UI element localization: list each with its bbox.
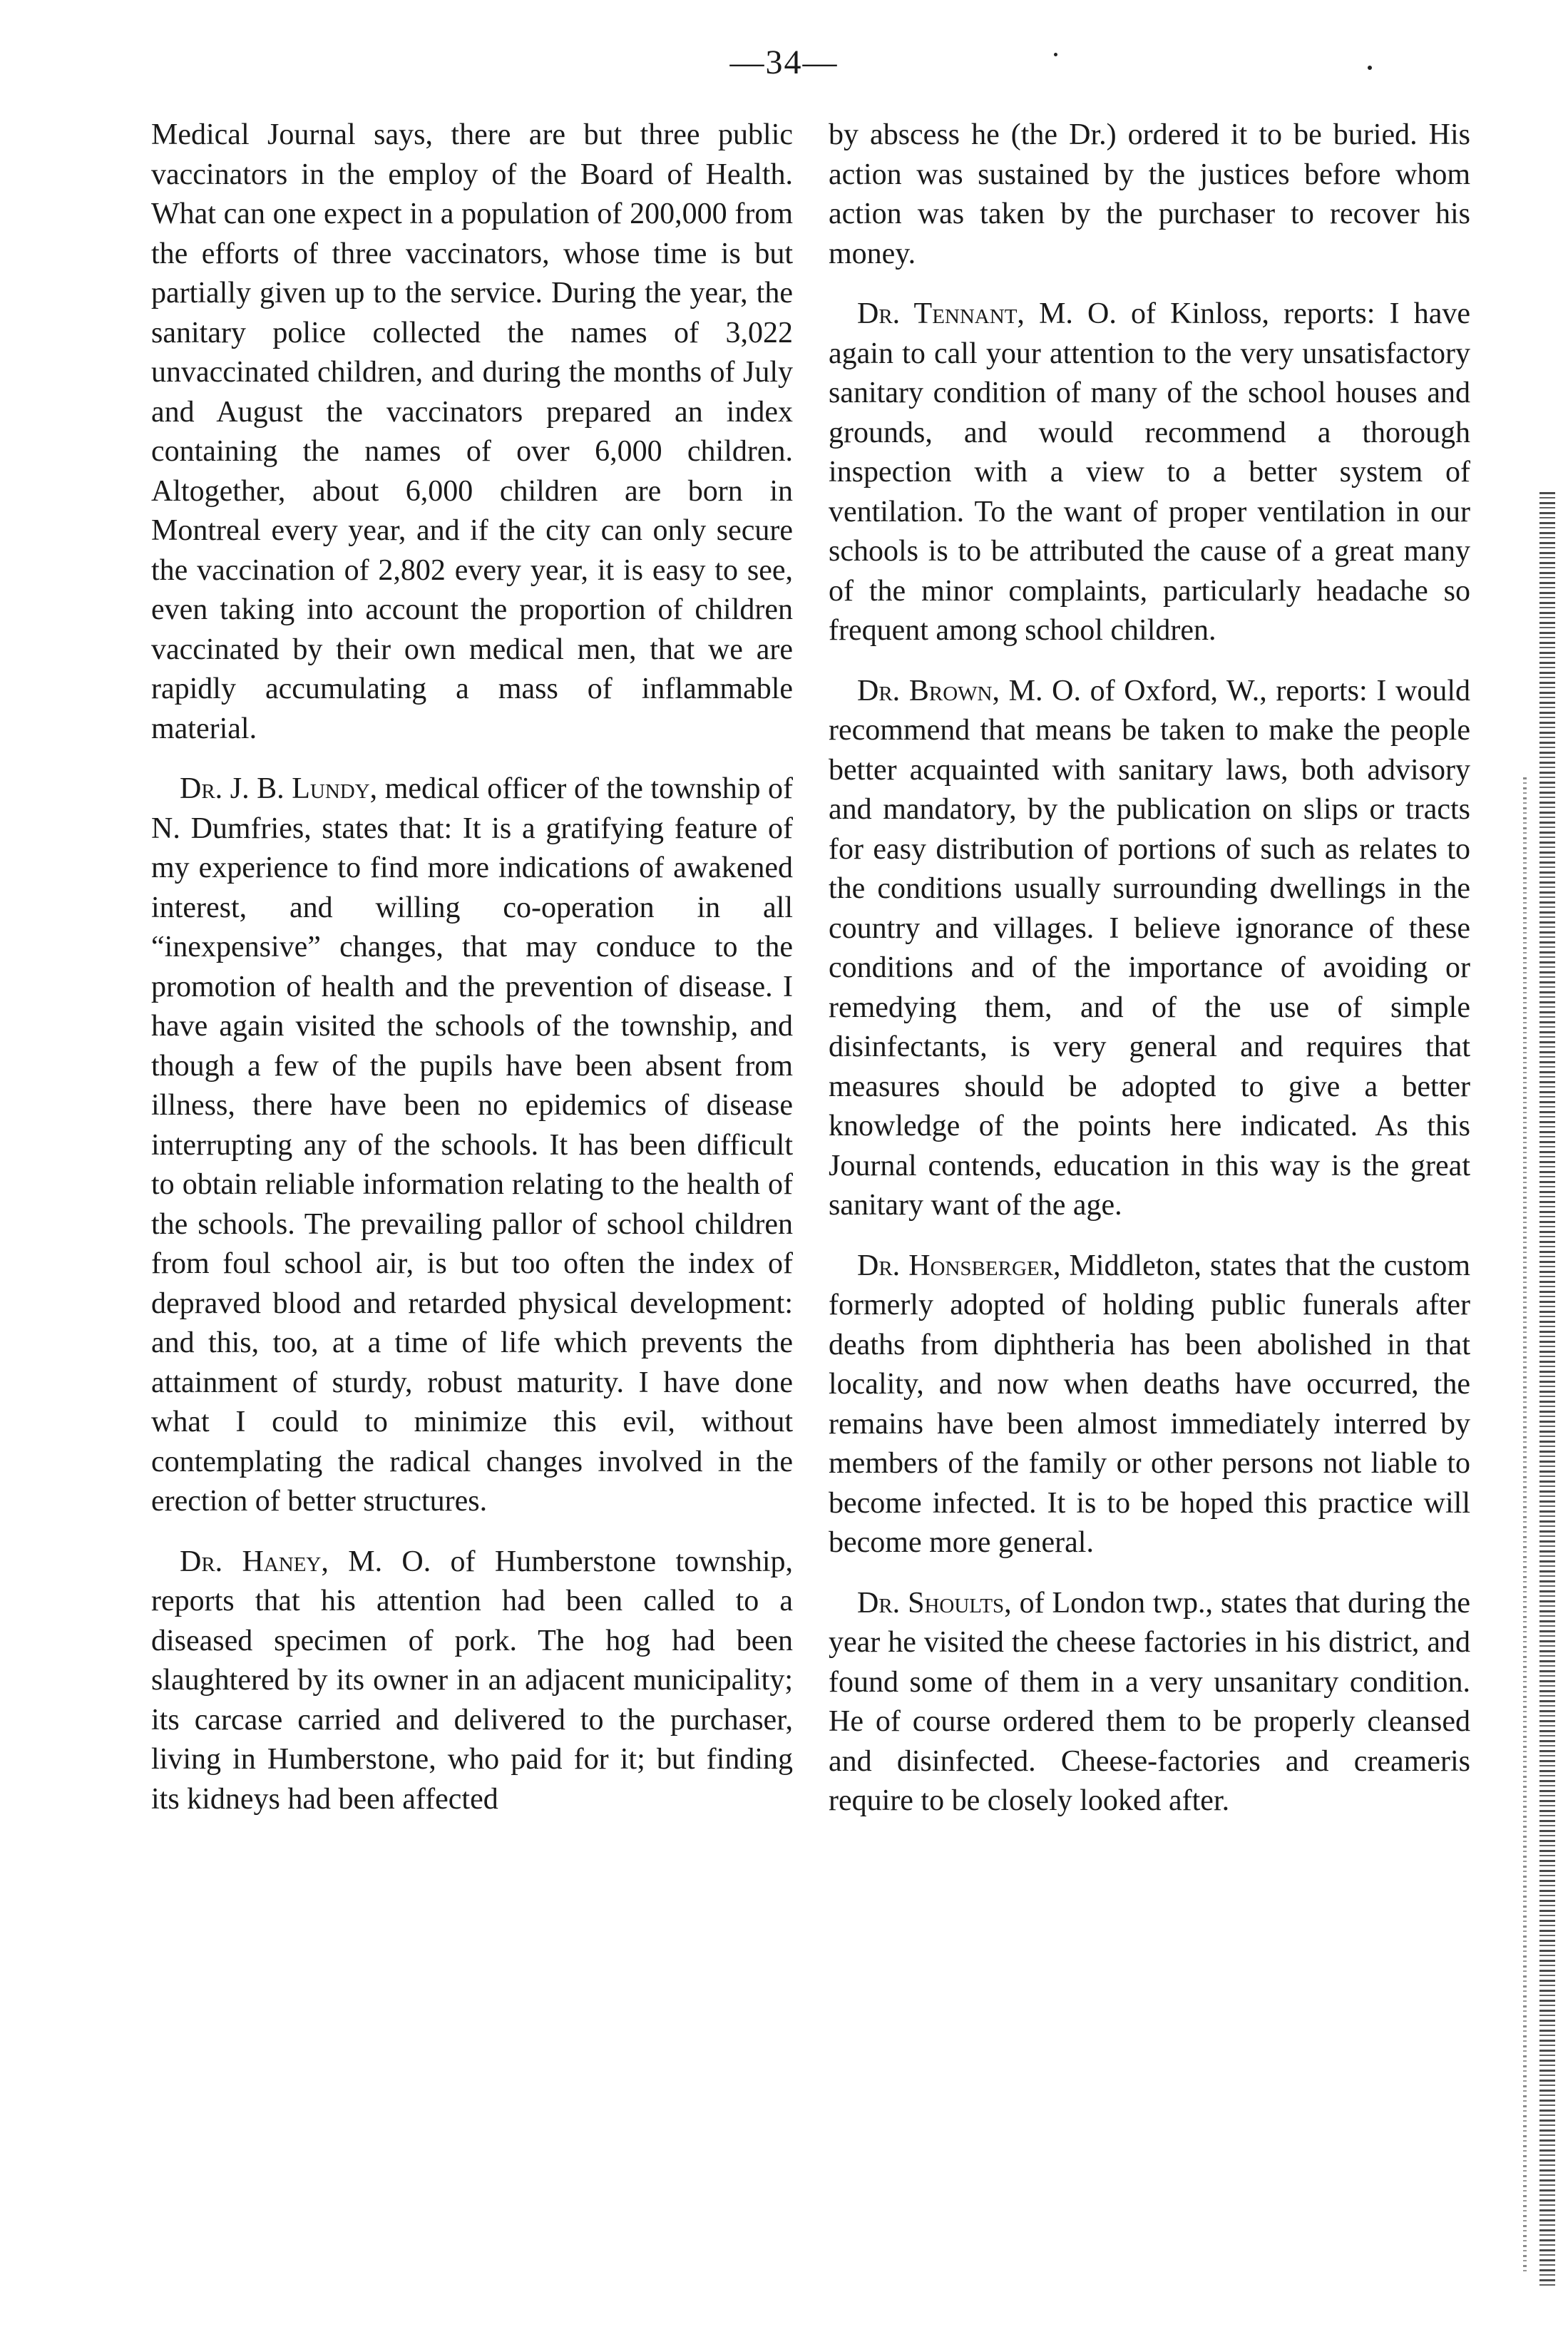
paragraph-text: M. O. of Oxford, W., reports: I would recommend that means be taken to make the people better acquainted with sanitary laws, both advisory and mandatory, by the publication on slips or tracts for easy distribution of portions of such as relates to the conditions usually surrounding dwellings in the country and villages. I believe ignorance of these conditions and of the importance of avoiding or remedying them, and of the use of simple disinfectants, is very general and requires that measures should be adopted to give a better knowledge of the points here indicated. As this Journal contends, education in this way is the great sanitary want of the age. <box>829 674 1470 1222</box>
paragraph-text: medical officer of the township of N. Dumfries, states that: It is a gratifying feature of my experience to find more indications of awakened interest, and willing co-operation in all “inexpensive” changes, that may conduce to the promotion of health and the prevention of disease. I have again visited the schools of the township, and though a few of the pupils have been absent from illness, there have been no epidemics of disease interrupting any of the schools. It has been difficult to obtain reliable information relating to the health of the schools. The prevailing pallor of school children from foul school air, is but too often the index of depraved blood and retarded physical development: and this, too, at a time of life which prevents the attainment of sturdy, robust maturity. I have done what I could to minimize this evil, without contemplating the radical changes involved in the erection of better structures. <box>151 772 793 1518</box>
paragraph-dr-shoults <box>829 1584 1470 1821</box>
paragraph-text: Middleton, states that the custom formerly adopted of holding public funerals after deaths from diphtheria has been abolished in that locality, and now when deaths have occurred, the remains have been almost immediately interred by members of the family or other persons not liable to become infected. It is to be hoped this practice will become more general. <box>829 1249 1471 1559</box>
paragraph-montreal-vaccination <box>151 116 793 749</box>
paragraph-text: M. O. of Kinloss, reports: I have again to call your attention to the very unsatisfactory sanitary condition of many of the school houses and grounds, and would recommend a thorough inspection with a view to a better system of ventilation. To the want of proper ventilation in our schools is to be attributed the cause of a great many of the minor complaints, particularly headache so frequent among school children. <box>829 297 1470 647</box>
paragraph-dr-haney <box>151 1543 793 1820</box>
scan-speck <box>1054 53 1057 56</box>
paragraph-dr-brown <box>829 672 1470 1226</box>
right-column <box>829 116 1470 1842</box>
paragraph-text: Medical Journal says, there are but three public vaccinators in the employ of the Board of Health. What can one expect in a population of 200,000 from the efforts of three vaccinators, whose time is but partially given up to the service. During the year, the sanitary police collected the names of 3,022 unvaccinated children, and during the months of July and August the vaccinators prepared an index containing the names of over 6,000 children. Altogether, about 6,000 children are born in Montreal every year, and if the city can only secure the vaccination of 2,802 every year, it is easy to see, even taking into account the proportion of children vaccinated by their own medical men, that we are rapidly accumulating a mass of inflammable material. <box>151 118 793 745</box>
scan-speck <box>1368 66 1372 70</box>
doctor-name: Dr. Honsberger, <box>857 1249 1061 1282</box>
doctor-name: Dr. Haney, <box>180 1545 329 1578</box>
paragraph-text: M. O. of Humberstone township, reports that his attention had been called to a diseased specimen of pork. The hog had been slaughtered by its owner in an adjacent municipality; its carcase carried and delivered to the purchaser, living in Humberstone, who paid for it; but finding its kidneys had been affected <box>151 1545 793 1816</box>
scan-edge-artifact <box>1523 777 1527 2275</box>
paragraph-dr-honsberger <box>829 1247 1470 1563</box>
scan-edge-artifact <box>1539 492 1555 2289</box>
paragraph-dr-tennant <box>829 295 1470 651</box>
doctor-name: Dr. J. B. Lundy, <box>180 772 378 805</box>
paragraph-text: by abscess he (the Dr.) ordered it to be buried. His action was sustained by the justices before whom action was taken by the purchaser to recover his money. <box>829 118 1470 270</box>
doctor-name: Dr. Brown, <box>857 674 1000 707</box>
paragraph-haney-continued <box>829 116 1470 274</box>
doctor-name: Dr. Tennant, <box>857 297 1025 330</box>
paragraph-text: of London twp., states that during the year he visited the cheese factories in his district, and found some of them in a very unsanitary condition. He of course ordered them to be properly cleansed and disinfected. Cheese-factories and creameris require to be closely looked after. <box>829 1586 1470 1817</box>
page-number: —34— <box>729 44 839 81</box>
left-column <box>151 116 793 1840</box>
doctor-name: Dr. Shoults, <box>857 1586 1012 1620</box>
paragraph-dr-lundy <box>151 769 793 1522</box>
